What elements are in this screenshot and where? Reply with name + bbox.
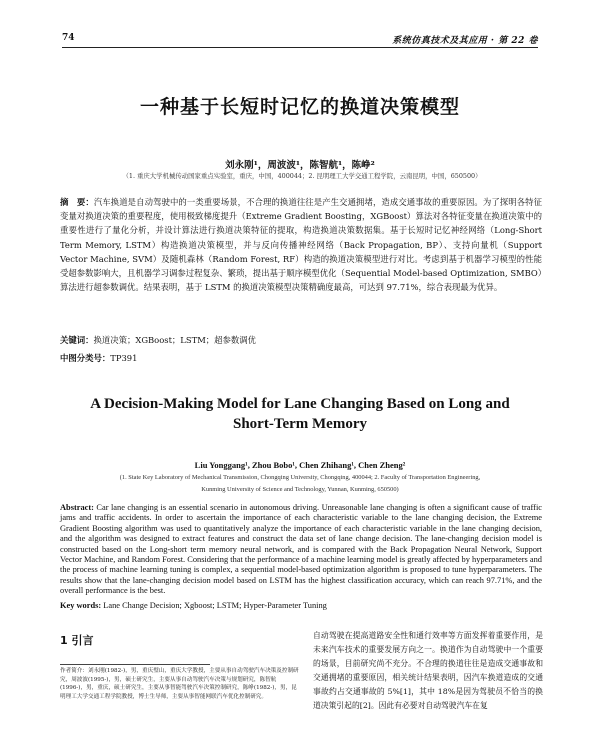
author-footnote: 作者简介：刘永刚(1982-)，男，重庆璧山，重庆大学教授，主要从事自动驾驶汽车决策及控制研究，周波波(1995-)，男，硕士研究生，主要从事自动驾驶汽车决策与规划研究，陈智航(1996-)，男，重庆，硕士研究生，主要从事智能驾驶汽车决策控制研究，陈峥(1982-)，男，昆明理工大学交通工程学院教授，博士生导师，主要从事智能网联汽车优化控制研究。 <box>60 668 299 700</box>
chinese-abstract-label: 摘 要： <box>60 197 94 207</box>
chinese-keywords <box>60 334 542 346</box>
classification-value: TP391 <box>110 353 138 363</box>
introduction-body-text: 自动驾驶在提高道路安全性和通行效率等方面发挥着重要作用，是未来汽车技术的重要发展方向之一。换道作为自动驾驶中一个重要的场景，目前研究尚不充分。不合理的换道往往是造成交通事故和交通拥堵的重要原因，相关统计结果表明，因汽车换道造成的交通事故约占交通事故的 5%[1]，其中 18%是因为驾驶员不恰当的换道决策引起的[2]。因此有必要对自动驾驶汽车在复 <box>313 631 543 711</box>
english-title-line1: A Decision-Making Model for Lane Changing Based on Long and <box>90 396 510 412</box>
chinese-title: 一种基于长短时记忆的换道决策模型 <box>139 96 460 118</box>
running-header <box>62 33 538 47</box>
classification-number <box>60 352 542 364</box>
footnote-rule <box>60 664 210 665</box>
english-affiliation-line1: (1. State Key Laboratory of Mechanical Transmission, Chongqing University, Chongqing, 400044; 2. Faculty of Transportation Engineering, <box>119 474 481 481</box>
english-keywords-label: Key words: <box>60 601 102 610</box>
chinese-keywords-text: 换道决策；XGBoost；LSTM；超参数调优 <box>93 335 257 345</box>
english-title-line2: Short-Term Memory <box>233 416 367 432</box>
english-abstract <box>60 503 542 597</box>
english-abstract-text: Car lane changing is an essential scenario in autonomous driving. Unreasonable lane changing is often a significant cause of traffic jams and traffic accidents. In order to ascertain the importance of each characteristic variable to the lane changing decision, the Extreme Gradient Boosting algorithm was used to quantitatively analyze the importance of each characteristic variable in the lane changing decision, and the algorithm was designed to extract features and construct the data set of lane change decision. The lane-changing decision model is constructed based on the Long-short term memory neural network, and is compared with the Back Propagation Neural Network, Support Vector Machine, and Random Forest. Considering that the performance of a machine learning model is greatly affected by hyperparameters and the process of machine learning tuning is complex, a sequential model-based optimization algorithm is proposed to tune hyperparameters. The results show that the lane-changing decision model based on LSTM has the highest classification accuracy, which can reach 97.71%, and the overall performance is the best. <box>60 503 542 596</box>
chinese-affiliation: （1. 重庆大学机械传动国家重点实验室，重庆，中国，400044；2. 昆明理工大学交通工程学院，云南昆明，中国，650500） <box>122 172 482 180</box>
english-authors: Liu Yonggang¹, Zhou Bobo¹, Chen Zhihang¹, Chen Zheng² <box>194 460 406 470</box>
page-number: 74 <box>62 33 75 43</box>
chinese-abstract <box>60 195 542 294</box>
english-affiliation <box>70 472 530 496</box>
english-keywords <box>60 601 542 610</box>
english-keywords-text: Lane Change Decision; Xgboost; LSTM; Hyper-Parameter Tuning <box>103 601 327 610</box>
header-rule <box>62 47 538 48</box>
chinese-authors: 刘永刚¹，周波波¹，陈智航¹，陈峥² <box>225 160 375 171</box>
section-heading-introduction: 1 引言 <box>60 634 94 647</box>
journal-name: 系统仿真技术及其应用 · 第 22 卷 <box>392 36 538 46</box>
english-abstract-label: Abstract: <box>60 503 94 512</box>
chinese-abstract-text: 汽车换道是自动驾驶中的一类重要场景，不合理的换道往往是产生交通拥堵，造成交通事故的重要原因。为了探明各特征变量对换道决策的重要程度，使用极致梯度提升（Extreme Gradient Boosting，XGBoost）算法对各特征变量在换道决策中的重要性进行了量化分析，并设计算法进行换道决策特征的提取，构造换道决策数据集。基于长短时记忆神经网络（Long-Short Term Memory, LSTM）构造换道决策模型，并与反向传播神经网络（Back Propagation, BP）、支持向量机（Support Vector Machine, SVM）及随机森林（Random Forest, RF）构造的换道决策模型进行对比。考虑到基于机器学习模型的性能受超参数影响大，且机器学习调参过程复杂、繁琐，提出基于顺序模型优化（Sequential Model-based Optimization, SMBO）算法进行超参数调优。结果表明，基于 LSTM 的换道决策模型决策精确度最高，可达到 97.71%，综合表现最为优异。 <box>60 197 543 293</box>
classification-label: 中图分类号： <box>60 353 111 363</box>
english-title <box>0 394 600 434</box>
chinese-keywords-label: 关键词： <box>60 335 94 345</box>
english-affiliation-line2: Kunming University of Science and Technology, Yunnan, Kunming, 650500) <box>201 486 399 493</box>
